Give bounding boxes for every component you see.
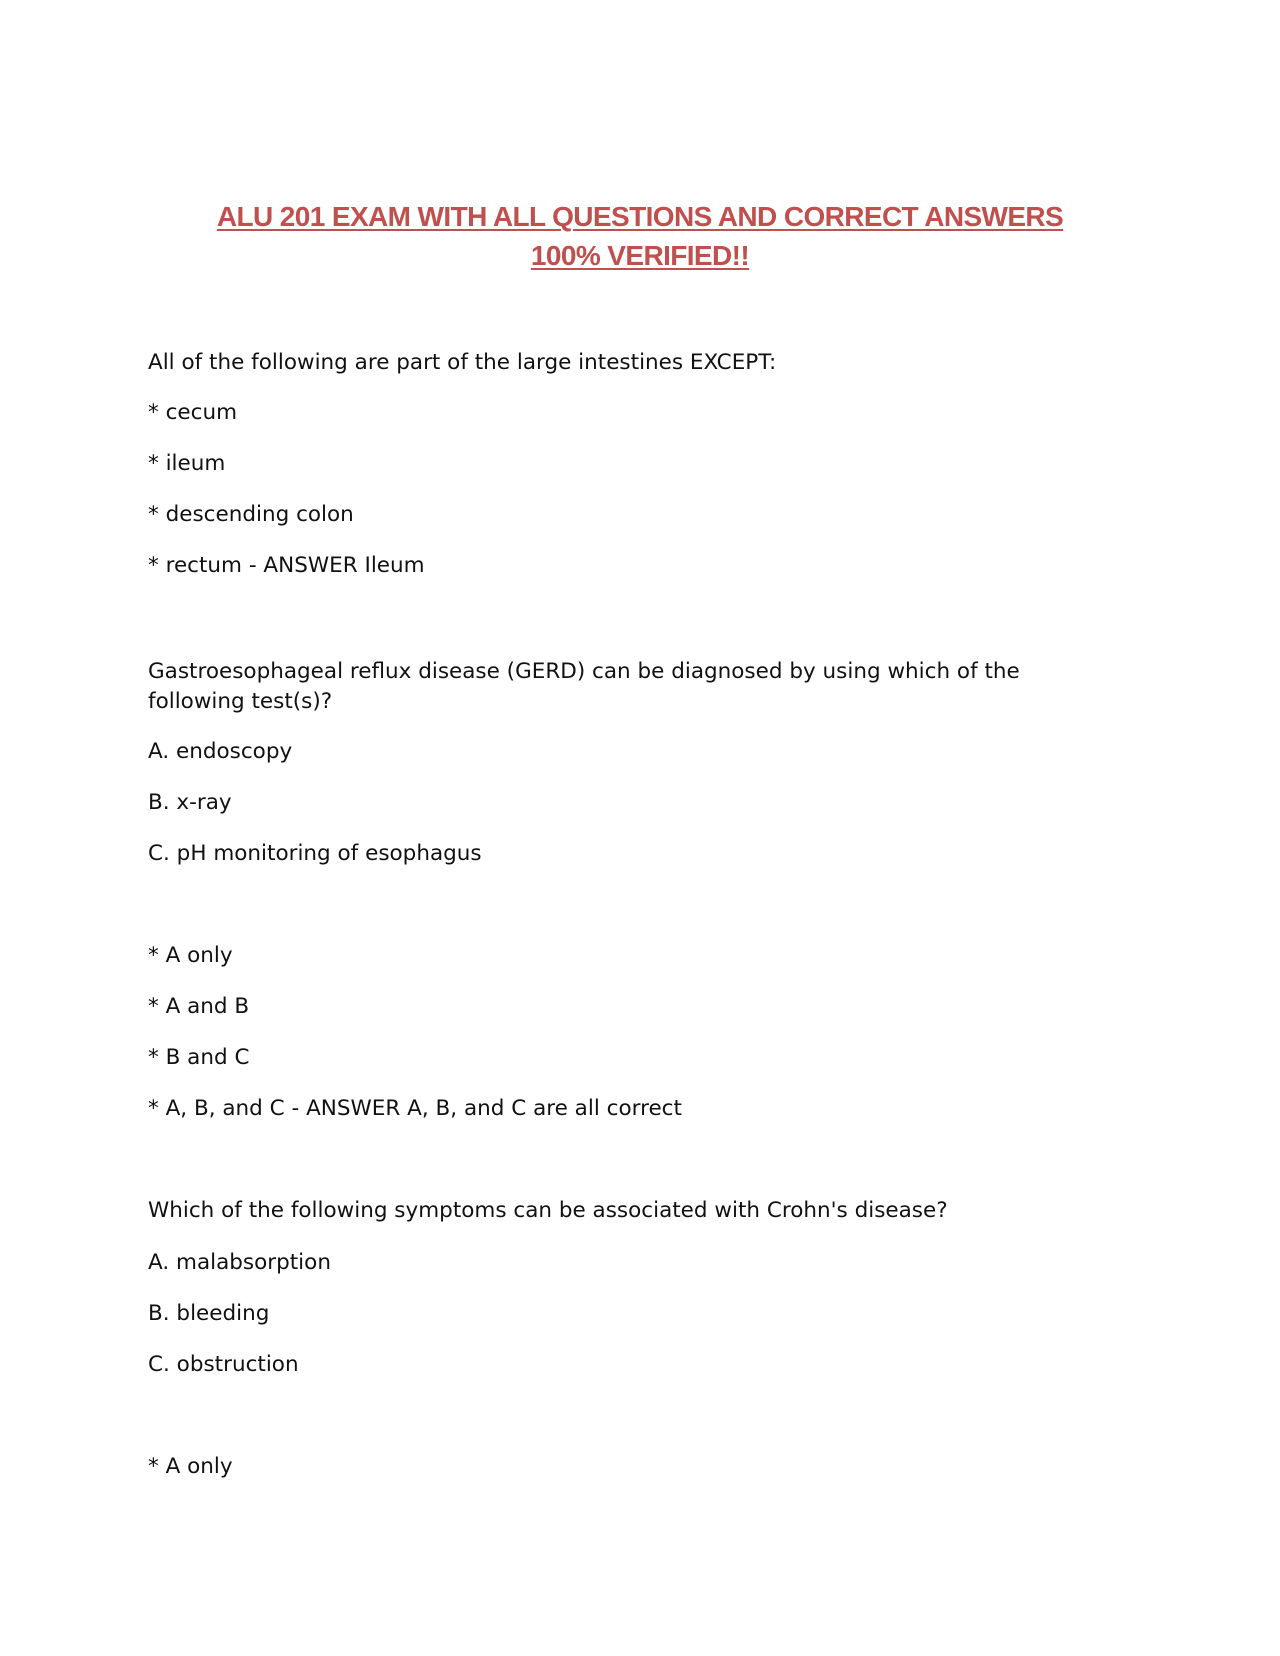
question-3-item-a: A. malabsorption [148, 1250, 331, 1275]
document-title [150, 197, 1130, 275]
question-3-option-1: * A only [148, 1454, 233, 1479]
question-2-option-4: * A, B, and C - ANSWER A, B, and C are all correct [148, 1096, 682, 1121]
question-1-option-1: * cecum [148, 400, 238, 425]
question-2-item-c: C. pH monitoring of esophagus [148, 841, 482, 866]
title-line-2: 100% VERIFIED!! [530, 240, 750, 271]
question-2-option-1: * A only [148, 943, 233, 968]
question-2-option-3: * B and C [148, 1045, 250, 1070]
title-line-1: ALU 201 EXAM WITH ALL QUESTIONS AND CORRECT ANSWERS [216, 201, 1064, 232]
question-3-prompt: Which of the following symptoms can be associated with Crohn's disease? [148, 1198, 948, 1223]
question-2-item-b: B. x-ray [148, 790, 232, 815]
question-1-option-2: * ileum [148, 451, 226, 476]
question-1-option-3: * descending colon [148, 502, 354, 527]
question-2-item-a: A. endoscopy [148, 739, 293, 764]
question-1-option-4: * rectum - ANSWER Ileum [148, 553, 425, 578]
question-3-item-c: C. obstruction [148, 1352, 299, 1377]
question-2-option-2: * A and B [148, 994, 250, 1019]
question-3-item-b: B. bleeding [148, 1301, 270, 1326]
question-2-prompt: Gastroesophageal reflux disease (GERD) can be diagnosed by using which of the following test(s)? [148, 659, 1020, 714]
question-1-prompt: All of the following are part of the large intestines EXCEPT: [148, 350, 777, 375]
